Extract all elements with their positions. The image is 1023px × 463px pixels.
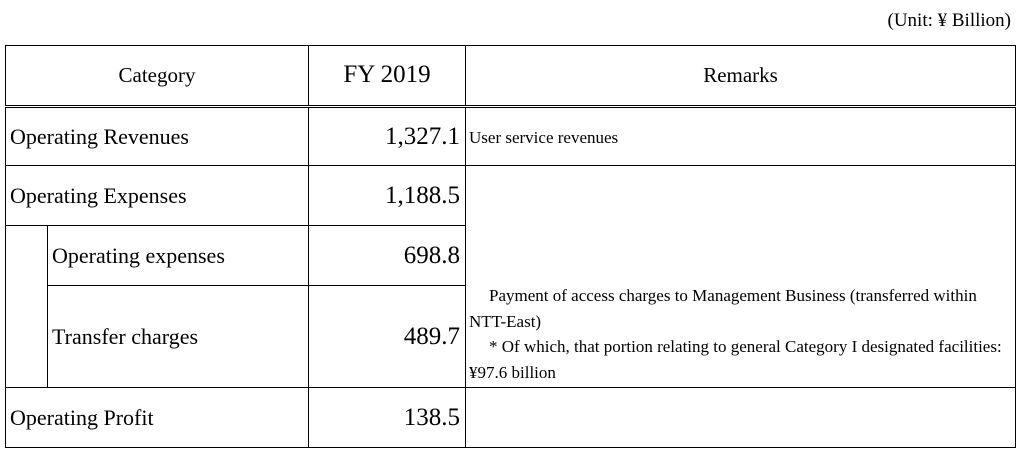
- header-row: [6, 46, 1016, 107]
- value-operating-expenses-sub: 698.8: [309, 226, 466, 286]
- row-label-operating-expenses-sub: Operating expenses: [48, 226, 309, 286]
- row-label-operating-expenses: Operating Expenses: [6, 166, 309, 226]
- indent-spacer: [6, 226, 48, 388]
- row-label-transfer-charges: Transfer charges: [48, 285, 309, 387]
- row-label-operating-profit: Operating Profit: [6, 388, 309, 448]
- remark-transfer-line2: * Of which, that portion relating to general Category I designated facilities: ¥97.6 billion: [469, 337, 1002, 382]
- table-row: [6, 106, 1016, 166]
- row-label-operating-revenues: Operating Revenues: [6, 106, 309, 166]
- header-fy2019: FY 2019: [309, 46, 466, 107]
- table-row: [6, 166, 1016, 226]
- remark-operating-profit: [466, 388, 1016, 448]
- value-operating-revenues: 1,327.1: [309, 106, 466, 166]
- financial-table: [5, 45, 1016, 448]
- remark-transfer-charges: [466, 166, 1016, 388]
- header-remarks: Remarks: [466, 46, 1016, 107]
- value-transfer-charges: 489.7: [309, 285, 466, 387]
- unit-note: (Unit: ¥ Billion): [887, 10, 1011, 31]
- value-operating-expenses: 1,188.5: [309, 166, 466, 226]
- value-operating-profit: 138.5: [309, 388, 466, 448]
- table-row: [6, 388, 1016, 448]
- remark-operating-revenues: User service revenues: [466, 106, 1016, 166]
- remark-transfer-line1: Payment of access charges to Management Business (transferred within NTT-East): [469, 286, 977, 331]
- header-category: Category: [6, 46, 309, 107]
